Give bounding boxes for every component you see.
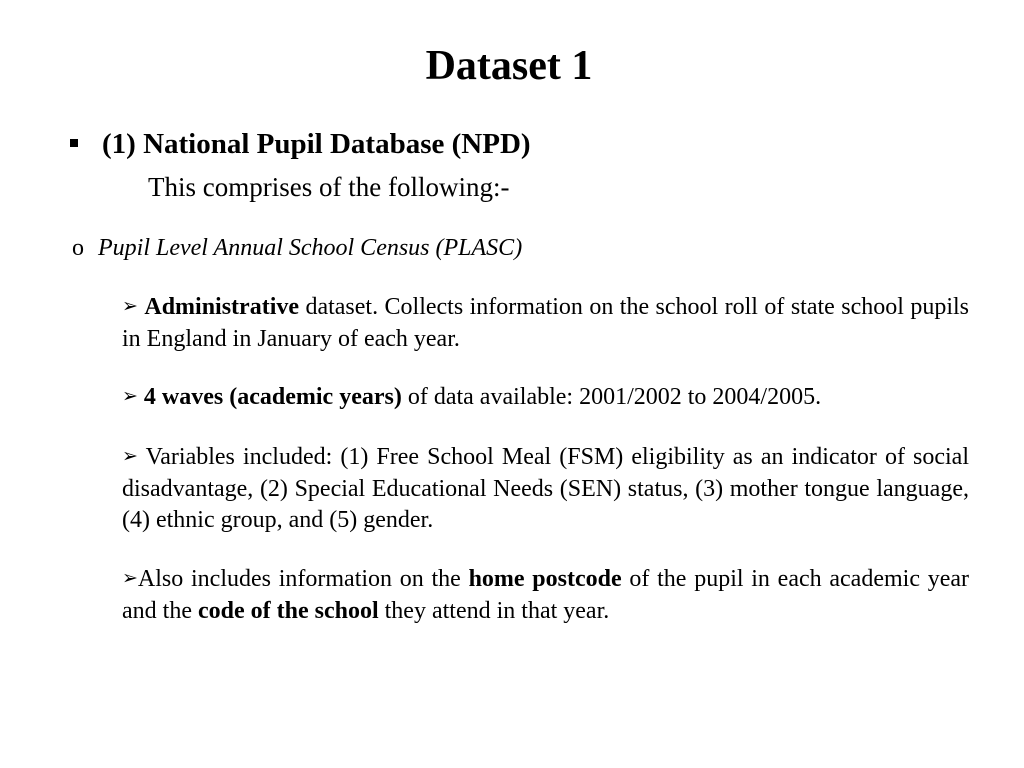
bullet-bold-text: 4 waves (academic years)	[143, 384, 402, 410]
bullet-bold-text: code of the school	[197, 598, 379, 624]
npd-heading-item	[70, 124, 531, 164]
plasc-text: Pupil Level Annual School Census (PLASC)	[98, 235, 523, 261]
bullet-bold-text: Administrative	[144, 294, 300, 320]
bullet-text: dataset. Collects information on the school roll of state school pupils in England in January of each year.	[122, 294, 969, 352]
npd-heading: (1) National Pupil Database (NPD)	[102, 128, 531, 160]
bullet-text: Variables included: (1) Free School Meal (FSM) eligibility as an indicator of social disadvantage, (2) Special Educational Needs (SEN) status, (3) mother tongue language, (4) ethnic group, and (5) gender.	[122, 444, 969, 533]
bullet-text: of the pupil in each academic year and the	[122, 566, 970, 624]
arrow-bullet-icon: ➢	[122, 445, 138, 467]
bullet-administrative	[122, 292, 969, 355]
bullet-waves	[122, 382, 969, 414]
npd-subtext: This comprises of the following:-	[148, 172, 510, 202]
slide-title: Dataset 1	[425, 43, 593, 89]
bullet-bold-text: home postcode	[468, 566, 622, 592]
arrow-bullet-icon: ➢	[122, 385, 138, 407]
arrow-bullet-icon: ➢	[122, 295, 138, 317]
circle-bullet-icon: o	[72, 235, 84, 261]
plasc-item	[72, 231, 522, 265]
bullet-text: they attend in that year.	[378, 598, 610, 624]
square-bullet-icon	[70, 139, 78, 147]
bullet-text: Also includes information on the	[137, 566, 469, 592]
bullet-postcode	[122, 564, 969, 627]
bullet-variables	[122, 442, 969, 536]
bullet-text: of data available: 2001/2002 to 2004/2005.	[401, 384, 822, 410]
arrow-bullet-icon: ➢	[122, 567, 138, 589]
